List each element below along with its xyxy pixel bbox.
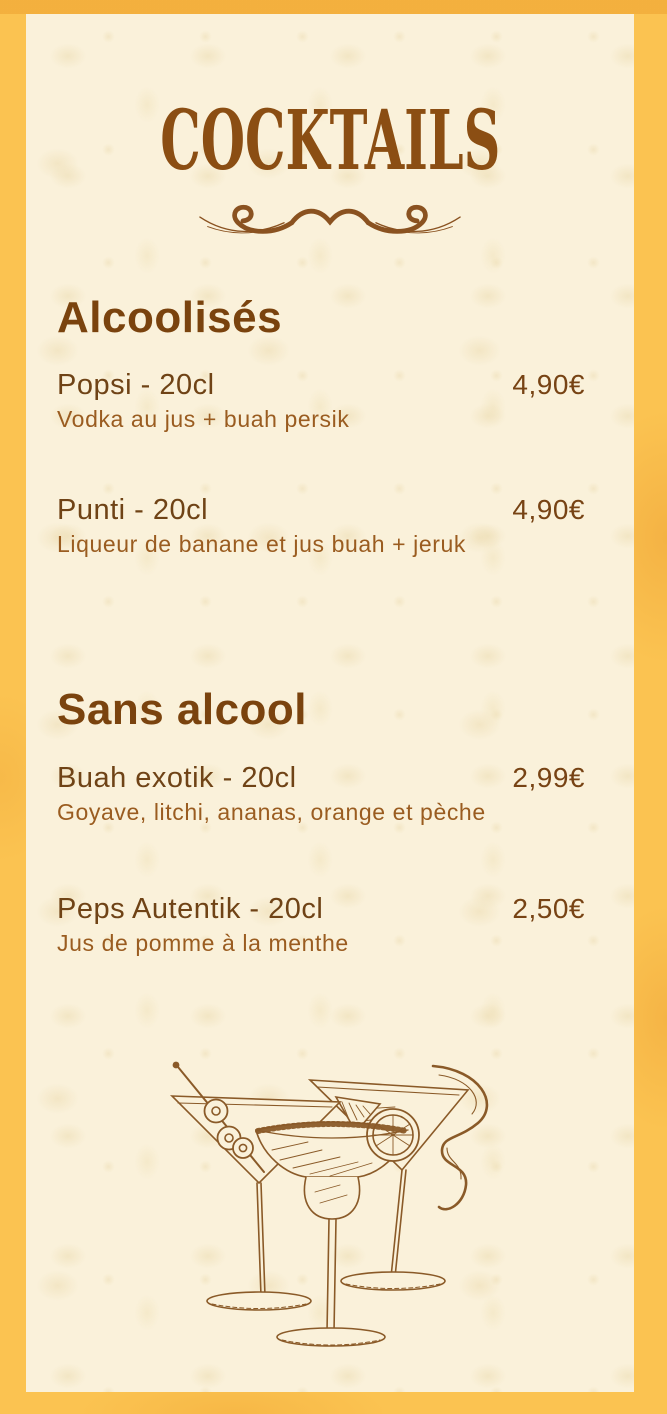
- item-row: [57, 761, 585, 795]
- menu-card: [26, 14, 634, 1392]
- item-description: Goyave, litchi, ananas, orange et pèche: [57, 798, 486, 825]
- flourish-divider-icon: [195, 196, 465, 240]
- item-price: 2,99€: [512, 761, 585, 793]
- item-row: [57, 892, 585, 926]
- menu-item: [57, 892, 585, 957]
- menu-item: [57, 761, 585, 826]
- item-price: 4,90€: [512, 494, 585, 526]
- item-price: 4,90€: [512, 369, 585, 401]
- page-title: [26, 93, 634, 189]
- menu-item: [57, 493, 585, 558]
- item-name: Popsi - 20cl: [57, 369, 215, 402]
- item-row: [57, 368, 585, 402]
- item-row: [57, 493, 585, 527]
- section-heading-sans-alcool: Sans alcool: [57, 685, 308, 735]
- item-price: 2,50€: [512, 892, 585, 924]
- item-name: Punti - 20cl: [57, 494, 209, 527]
- cocktail-glasses-illustration: [150, 1050, 530, 1370]
- item-description: Vodka au jus + buah persik: [57, 406, 350, 433]
- page-title-text: COCKTAILS: [159, 93, 501, 189]
- section-heading-alcoolises: Alcoolisés: [57, 293, 283, 342]
- item-description: Liqueur de banane et jus buah + jeruk: [57, 531, 467, 558]
- menu-body: [26, 294, 634, 957]
- item-name: Buah exotik - 20cl: [57, 761, 297, 794]
- item-description: Jus de pomme à la menthe: [57, 929, 349, 956]
- menu-item: [57, 368, 585, 433]
- item-name: Peps Autentik - 20cl: [57, 892, 324, 925]
